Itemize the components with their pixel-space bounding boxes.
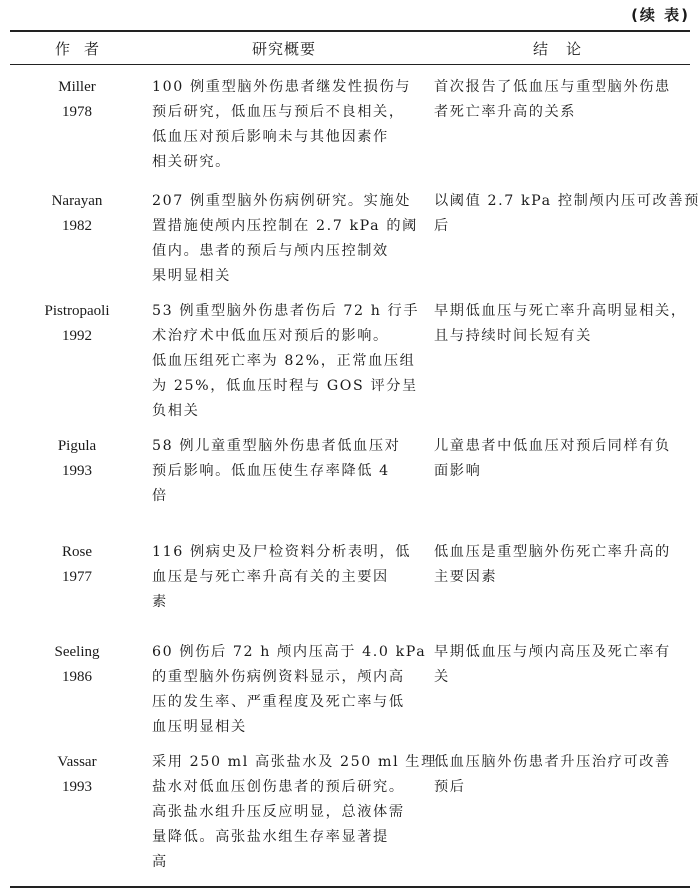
summary-line: 高张盐水组升压反应明显，总液体需 — [152, 804, 405, 820]
author-name: Pigula — [57, 438, 97, 454]
author-cell — [10, 179, 144, 289]
summary-line: 素 — [152, 594, 168, 610]
conclusion-cell — [424, 740, 690, 887]
summary-line: 116 例病史及尸检资料分析表明，低 — [152, 544, 412, 560]
table-body — [10, 65, 700, 888]
summary-line: 压的发生率、严重程度及死亡率与低 — [152, 694, 405, 710]
table-row — [10, 289, 690, 424]
table-row — [10, 630, 690, 740]
summary-line: 为 25%，低血压时程与 GOS 评分呈 — [152, 378, 418, 394]
conclusion-line: 低血压脑外伤患者升压治疗可改善 — [434, 754, 671, 770]
summary-cell — [144, 179, 424, 289]
author-year: 1982 — [62, 218, 92, 234]
continued-table-label: (续 表) — [631, 6, 690, 24]
conclusion-line: 面影响 — [434, 463, 482, 479]
author-cell — [10, 424, 144, 530]
summary-line: 低血压组死亡率为 82%，正常血压组 — [152, 353, 416, 369]
summary-line: 倍 — [152, 488, 168, 504]
author-name: Narayan — [51, 193, 103, 209]
table-row — [10, 424, 690, 530]
author-year: 1977 — [62, 569, 92, 585]
conclusion-line: 者死亡率升高的关系 — [434, 104, 577, 120]
conclusion-cell — [424, 424, 690, 530]
author-name: Vassar — [57, 754, 97, 770]
author-name: Rose — [62, 544, 92, 560]
author-year: 1993 — [62, 463, 92, 479]
summary-line: 58 例儿童重型脑外伤患者低血压对 — [152, 438, 401, 454]
summary-line: 低血压对预后影响未与其他因素作 — [152, 129, 389, 145]
summary-line: 60 例伤后 72 h 颅内压高于 4.0 kPa — [152, 644, 427, 660]
author-cell — [10, 630, 144, 740]
summary-line: 高 — [152, 854, 168, 870]
summary-line: 负相关 — [152, 403, 200, 419]
summary-cell — [144, 530, 424, 630]
author-cell — [10, 530, 144, 630]
conclusion-cell — [424, 530, 690, 630]
summary-line: 预后研究，低血压与预后不良相关， — [152, 104, 405, 120]
author-name: Miller — [58, 79, 96, 95]
summary-line: 血压明显相关 — [152, 719, 247, 735]
header-conclusion: 结论 — [424, 31, 690, 65]
conclusion-line: 早期低血压与死亡率升高明显相关， — [434, 303, 687, 319]
conclusion-line: 主要因素 — [434, 569, 498, 585]
author-cell — [10, 65, 144, 180]
summary-line: 值内。患者的预后与颅内压控制效 — [152, 243, 389, 259]
table-header-row — [10, 31, 690, 65]
summary-cell — [144, 740, 437, 887]
conclusion-cell — [424, 179, 700, 289]
table-row — [10, 179, 690, 289]
author-name: Pistropaoli — [44, 303, 110, 319]
author-year: 1986 — [62, 669, 92, 685]
header-summary: 研究概要 — [144, 31, 424, 65]
study-table — [10, 30, 700, 888]
conclusion-line: 且与持续时间长短有关 — [434, 328, 592, 344]
author-year: 1993 — [62, 779, 92, 795]
summary-line: 量降低。高张盐水组生存率显著提 — [152, 829, 389, 845]
summary-cell — [144, 630, 427, 740]
table-row — [10, 530, 690, 630]
author-cell — [10, 740, 144, 887]
table-row — [10, 65, 690, 180]
conclusion-line: 早期低血压与颅内高压及死亡率有 — [434, 644, 671, 660]
summary-line: 血压是与死亡率升高有关的主要因 — [152, 569, 389, 585]
conclusion-line: 后 — [434, 218, 450, 234]
summary-line: 盐水对低血压创伤患者的预后研究。 — [152, 779, 405, 795]
author-cell — [10, 289, 144, 424]
header-author: 作者 — [10, 31, 144, 65]
conclusion-line: 关 — [434, 669, 450, 685]
conclusion-line: 以阈值 2.7 kPa 控制颅内压可改善预 — [434, 193, 700, 209]
summary-cell — [144, 424, 424, 530]
summary-line: 100 例重型脑外伤患者继发性损伤与 — [152, 79, 412, 95]
summary-line: 采用 250 ml 高张盐水及 250 ml 生理 — [152, 754, 437, 770]
conclusion-line: 预后 — [434, 779, 466, 795]
summary-cell — [144, 289, 424, 424]
conclusion-cell — [424, 65, 690, 180]
summary-line: 相关研究。 — [152, 154, 231, 170]
conclusion-cell — [424, 289, 690, 424]
author-year: 1992 — [62, 328, 92, 344]
summary-line: 53 例重型脑外伤患者伤后 72 h 行手 — [152, 303, 420, 319]
summary-line: 预后影响。低血压使生存率降低 4 — [152, 463, 390, 479]
summary-cell — [144, 65, 424, 180]
summary-line: 术治疗术中低血压对预后的影响。 — [152, 328, 389, 344]
author-year: 1978 — [62, 104, 92, 120]
summary-line: 果明显相关 — [152, 268, 231, 284]
conclusion-line: 儿童患者中低血压对预后同样有负 — [434, 438, 671, 454]
conclusion-line: 首次报告了低血压与重型脑外伤患 — [434, 79, 671, 95]
author-name: Seeling — [54, 644, 100, 660]
conclusion-cell — [424, 630, 690, 740]
summary-line: 置措施使颅内压控制在 2.7 kPa 的阈 — [152, 218, 418, 234]
conclusion-line: 低血压是重型脑外伤死亡率升高的 — [434, 544, 671, 560]
summary-line: 207 例重型脑外伤病例研究。实施处 — [152, 193, 412, 209]
summary-line: 的重型脑外伤病例资料显示，颅内高 — [152, 669, 405, 685]
table-row — [10, 740, 690, 887]
